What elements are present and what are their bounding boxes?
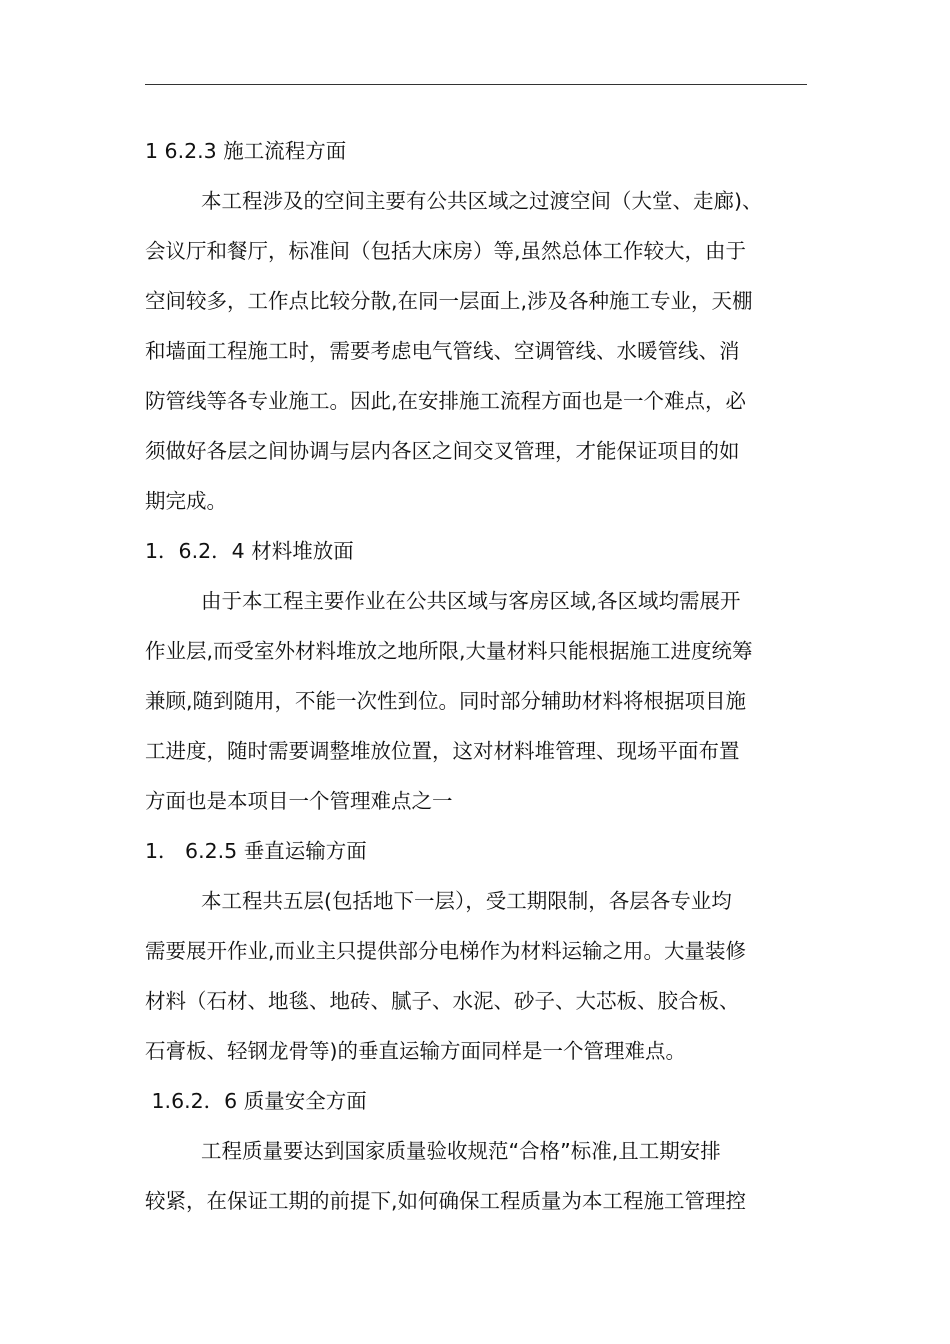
paragraph-line: 由于本工程主要作业在公共区域与客房区域,各区域均需展开 <box>201 589 741 613</box>
paragraph-line: 兼顾,随到随用，不能一次性到位。同时部分辅助材料将根据项目施 <box>145 689 747 713</box>
header-rule <box>145 84 807 85</box>
paragraph-line: 材料（石材、地毯、地砖、腻子、水泥、砂子、大芯板、胶合板、 <box>145 989 740 1013</box>
paragraph-line: 须做好各层之间协调与层内各区之间交叉管理，才能保证项目的如 <box>145 439 740 463</box>
paragraph-line: 期完成。 <box>145 489 227 513</box>
paragraph-line: 工程质量要达到国家质量验收规范“合格”标准,且工期安排 <box>201 1139 721 1163</box>
paragraph-line: 方面也是本项目一个管理难点之一 <box>145 789 453 813</box>
paragraph-line: 会议厅和餐厅，标准间（包括大床房）等,虽然总体工作较大，由于 <box>145 239 747 263</box>
section-heading-construction-flow: 1 6.2.3 施工流程方面 <box>145 139 347 163</box>
paragraph-line: 和墙面工程施工时，需要考虑电气管线、空调管线、水暖管线、消 <box>145 339 740 363</box>
paragraph-line: 石膏板、轻钢龙骨等)的垂直运输方面同样是一个管理难点。 <box>145 1039 686 1063</box>
paragraph-line: 工进度，随时需要调整堆放位置，这对材料堆管理、现场平面布置 <box>145 739 740 763</box>
paragraph-line: 本工程涉及的空间主要有公共区域之过渡空间（大堂、走廊)、 <box>201 189 763 213</box>
paragraph-line: 需要展开作业,而业主只提供部分电梯作为材料运输之用。大量装修 <box>145 939 747 963</box>
paragraph-line: 防管线等各专业施工。因此,在安排施工流程方面也是一个难点，必 <box>145 389 747 413</box>
paragraph-line: 空间较多，工作点比较分散,在同一层面上,涉及各种施工专业，天棚 <box>145 289 753 313</box>
section-heading-material-storage: 1．6.2．4 材料堆放面 <box>145 539 354 563</box>
paragraph-line: 较紧，在保证工期的前提下,如何确保工程质量为本工程施工管理控 <box>145 1189 747 1213</box>
document-body <box>145 126 807 1226</box>
section-heading-vertical-transport: 1． 6.2.5 垂直运输方面 <box>145 839 367 863</box>
paragraph-line: 作业层,而受室外材料堆放之地所限,大量材料只能根据施工进度统筹 <box>145 639 753 663</box>
paragraph-line: 本工程共五层(包括地下一层），受工期限制，各层各专业均 <box>201 889 732 913</box>
section-heading-quality-safety: 1.6.2．6 质量安全方面 <box>145 1089 367 1113</box>
